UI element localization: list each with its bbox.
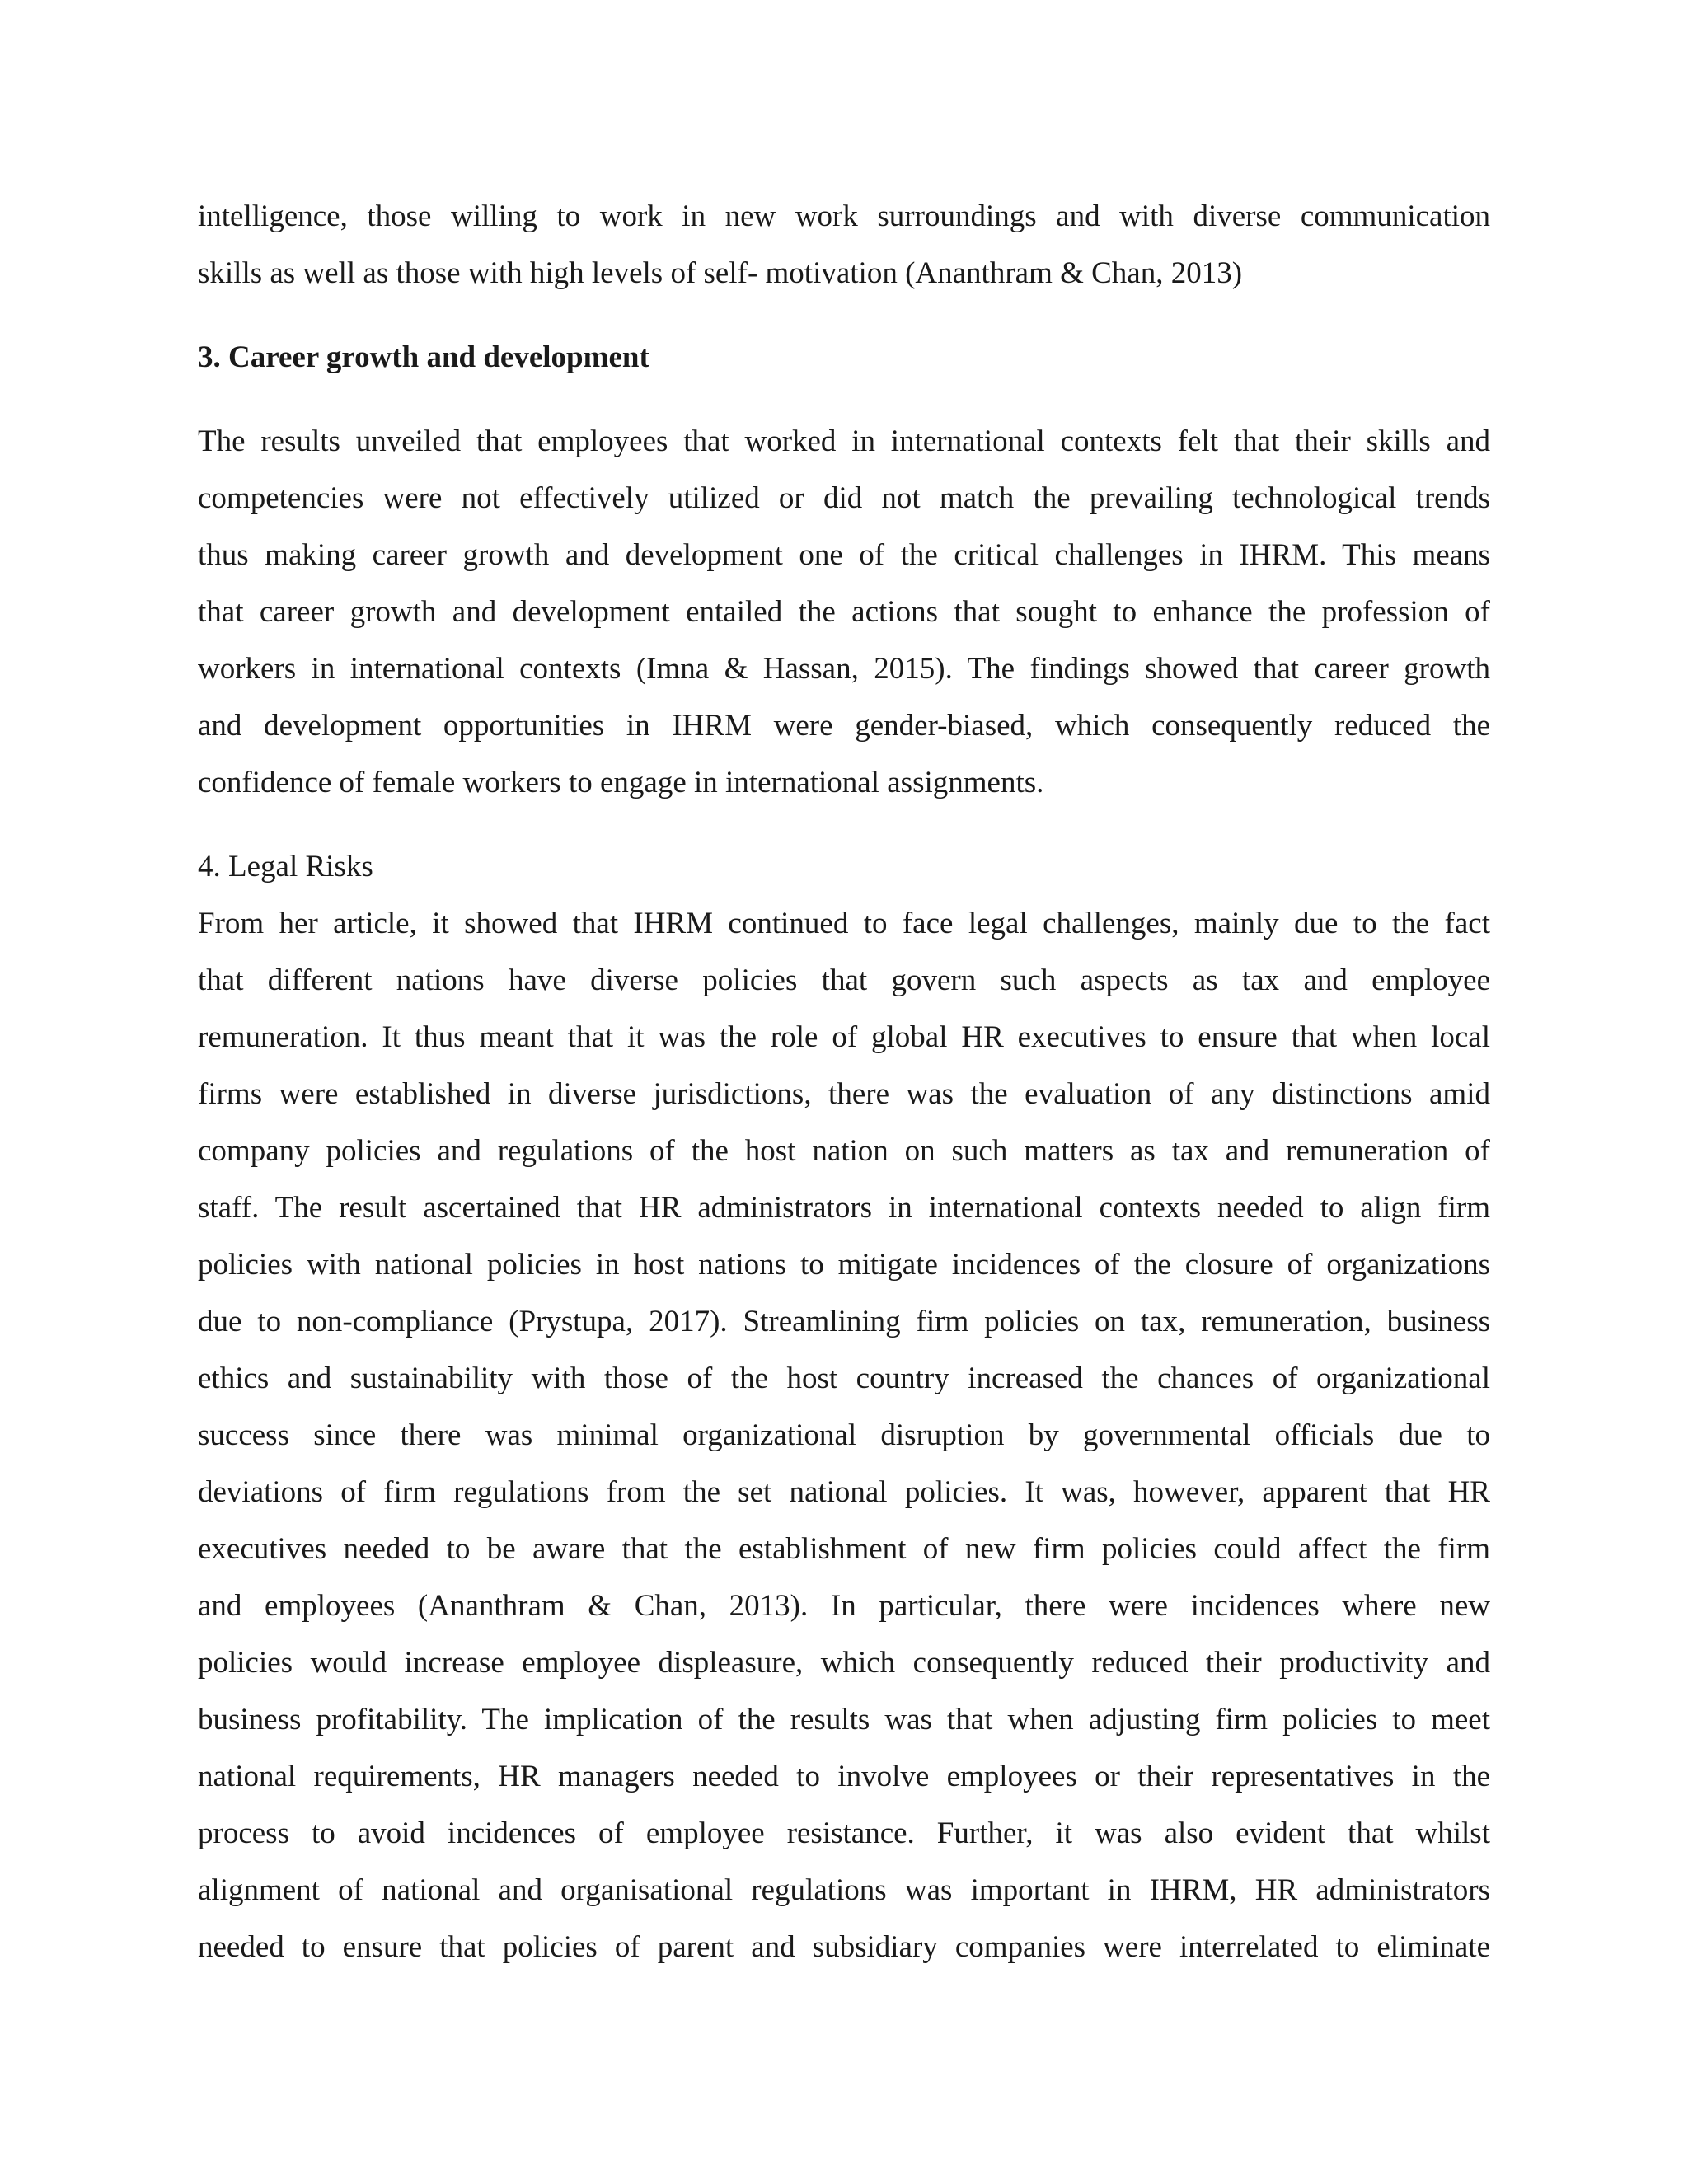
career-growth-paragraph	[198, 413, 1490, 811]
section-heading-career-growth: 3. Career growth and development	[198, 340, 649, 374]
paragraph-line: due to non-compliance (Prystupa, 2017). Streamlining firm policies on tax, remuneration, business	[198, 1305, 1490, 1338]
paragraph-line: ethics and sustainability with those of the host country increased the chances of organizational	[198, 1361, 1490, 1395]
paragraph-line: intelligence, those willing to work in new work surroundings and with diverse communication	[198, 199, 1490, 233]
paragraph-line: firms were established in diverse jurisdictions, there was the evaluation of any distinctions amid	[198, 1077, 1490, 1111]
paragraph-line: company policies and regulations of the host nation on such matters as tax and remuneration of	[198, 1134, 1490, 1168]
paragraph-line: process to avoid incidences of employee resistance. Further, it was also evident that whilst	[198, 1816, 1490, 1850]
section-heading-legal-risks: 4. Legal Risks	[198, 850, 373, 883]
paragraph-line: competencies were not effectively utilized or did not match the prevailing technological trends	[198, 481, 1490, 515]
paragraph-line: national requirements, HR managers needed to involve employees or their representatives in the	[198, 1760, 1490, 1793]
paragraph-line: executives needed to be aware that the establishment of new firm policies could affect the firm	[198, 1532, 1490, 1566]
paragraph-line: success since there was minimal organizational disruption by governmental officials due to	[198, 1418, 1490, 1452]
paragraph-line: thus making career growth and development one of the critical challenges in IHRM. This means	[198, 538, 1490, 572]
paragraph-line: skills as well as those with high levels of self- motivation (Ananthram & Chan, 2013)	[198, 256, 1243, 290]
paragraph-line: and development opportunities in IHRM were gender-biased, which consequently reduced the	[198, 709, 1490, 743]
paragraph-line: workers in international contexts (Imna & Hassan, 2015). The findings showed that career growth	[198, 652, 1490, 686]
paragraph-line: confidence of female workers to engage in international assignments.	[198, 766, 1044, 799]
paragraph-line: business profitability. The implication of the results was that when adjusting firm policies to meet	[198, 1703, 1490, 1736]
page-content	[198, 188, 1490, 1975]
paragraph-line: policies would increase employee displeasure, which consequently reduced their productivity and	[198, 1646, 1490, 1680]
paragraph-line: needed to ensure that policies of parent and subsidiary companies were interrelated to eliminate	[198, 1930, 1490, 1964]
paragraph-line: The results unveiled that employees that worked in international contexts felt that their skills and	[198, 424, 1490, 458]
paragraph-line: deviations of firm regulations from the set national policies. It was, however, apparent that HR	[198, 1475, 1490, 1509]
paragraph-line: and employees (Ananthram & Chan, 2013). In particular, there were incidences where new	[198, 1589, 1490, 1623]
paragraph-line: alignment of national and organisational regulations was important in IHRM, HR administrators	[198, 1873, 1490, 1907]
paragraph-line: staff. The result ascertained that HR administrators in international contexts needed to align firm	[198, 1191, 1490, 1225]
intro-paragraph	[198, 188, 1490, 302]
legal-risks-paragraph	[198, 895, 1490, 1975]
paragraph-line: that different nations have diverse policies that govern such aspects as tax and employee	[198, 963, 1490, 997]
paragraph-line: From her article, it showed that IHRM continued to face legal challenges, mainly due to the fact	[198, 907, 1490, 940]
paragraph-line: that career growth and development entailed the actions that sought to enhance the profession of	[198, 595, 1490, 629]
paragraph-line: remuneration. It thus meant that it was the role of global HR executives to ensure that when local	[198, 1020, 1490, 1054]
paragraph-line: policies with national policies in host nations to mitigate incidences of the closure of organizations	[198, 1248, 1490, 1282]
